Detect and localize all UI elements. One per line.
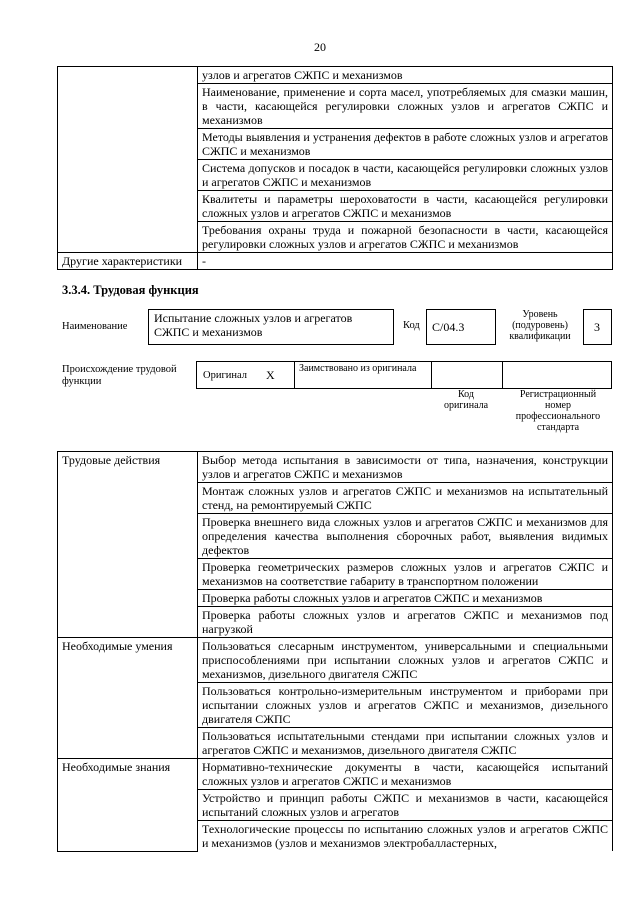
level-label: Уровень (подуровень) квалификации [509, 309, 571, 342]
table-cell: узлов и агрегатов СЖПС и механизмов [198, 67, 613, 84]
table-cell: Технологические процессы по испытанию сложных узлов и агрегатов СЖПС и механизмов (узлов и механизмов электробалластерных, [198, 821, 613, 852]
name-label: Наименование [62, 321, 128, 332]
knowledge-label: Необходимые знания [58, 759, 198, 852]
table-cell [58, 67, 198, 253]
table-row [58, 67, 613, 84]
skills-label: Необходимые умения [58, 638, 198, 759]
table-cell: Пользоваться контрольно-измерительным инструментом и приборами при испытании сложных узлов и агрегатов СЖПС и механизмов, дизельного двигателя СЖПС [198, 683, 613, 728]
code-label: Код [403, 320, 420, 331]
original-mark: X [266, 368, 275, 382]
table-cell: Квалитеты и параметры шероховатости в части, касающейся регулировки сложных узлов и агрегатов СЖПС и механизмов [198, 191, 613, 222]
table-row [58, 759, 613, 790]
top-table [57, 66, 613, 270]
level-value: 3 [594, 320, 600, 334]
table-cell: Устройство и принцип работы СЖПС и механизмов в части, касающейся испытаний сложных узлов и агрегатов [198, 790, 613, 821]
function-code: С/04.3 [432, 320, 465, 334]
table-row [58, 253, 613, 270]
section-heading: 3.3.4. Трудовая функция [62, 283, 199, 297]
table-cell: Проверка работы сложных узлов и агрегатов СЖПС и механизмов под нагрузкой [198, 607, 613, 638]
table-cell: Выбор метода испытания в зависимости от типа, назначения, конструкции узлов и агрегатов СЖПС и механизмов [198, 452, 613, 483]
code-original-label: Код оригинала [443, 389, 489, 411]
table-cell: Монтаж сложных узлов и агрегатов СЖПС и механизмов на испытательный стенд, на ремонтируемый СЖПС [198, 483, 613, 514]
original-label: Оригинал [203, 370, 247, 381]
table-cell: Нормативно-технические документы в части, касающейся испытаний сложных узлов и агрегатов СЖПС и механизмов [198, 759, 613, 790]
table-cell: Система допусков и посадок в части, касающейся регулировки сложных узлов и агрегатов СЖПС и механизмов [198, 160, 613, 191]
main-table [57, 451, 613, 852]
table-cell: Пользоваться слесарным инструментом, универсальными и специальными приспособлениями при испытании сложных узлов и агрегатов СЖПС и механизмов, дизельного двигателя СЖПС [198, 638, 613, 683]
page-number: 20 [314, 40, 326, 54]
reg-number-label: Регистрационный номер профессионального стандарта [515, 389, 601, 433]
table-cell: Проверка работы сложных узлов и агрегатов СЖПС и механизмов [198, 590, 613, 607]
origin-label: Происхождение трудовой функции [62, 364, 177, 387]
table-cell: Проверка внешнего вида сложных узлов и агрегатов СЖПС и механизмов для определения качества выполнения сборочных работ, выявления видимых дефектов [198, 514, 613, 559]
table-row [58, 452, 613, 483]
other-characteristics-value: - [198, 253, 613, 270]
table-cell: Требования охраны труда и пожарной безопасности в части, касающейся регулировки сложных узлов и агрегатов СЖПС и механизмов [198, 222, 613, 253]
function-name: Испытание сложных узлов и агрегатов СЖПС и механизмов [154, 311, 353, 339]
table-row [58, 638, 613, 683]
table-cell: Наименование, применение и сорта масел, употребляемых для смазки машин, в части, касающейся регулировки сложных узлов и агрегатов СЖПС и механизмов [198, 84, 613, 129]
labor-actions-label: Трудовые действия [58, 452, 198, 638]
table-cell: Пользоваться испытательными стендами при испытании сложных узлов и агрегатов СЖПС и механизмов, дизельного двигателя СЖПС [198, 728, 613, 759]
table-cell: Методы выявления и устранения дефектов в работе сложных узлов и агрегатов СЖПС и механизмов [198, 129, 613, 160]
table-cell: Проверка геометрических размеров сложных узлов и агрегатов СЖПС и механизмов на соответствие габариту в транспортном положении [198, 559, 613, 590]
other-characteristics-label: Другие характеристики [58, 253, 198, 270]
borrowed-label: Заимствовано из оригинала [299, 363, 417, 374]
